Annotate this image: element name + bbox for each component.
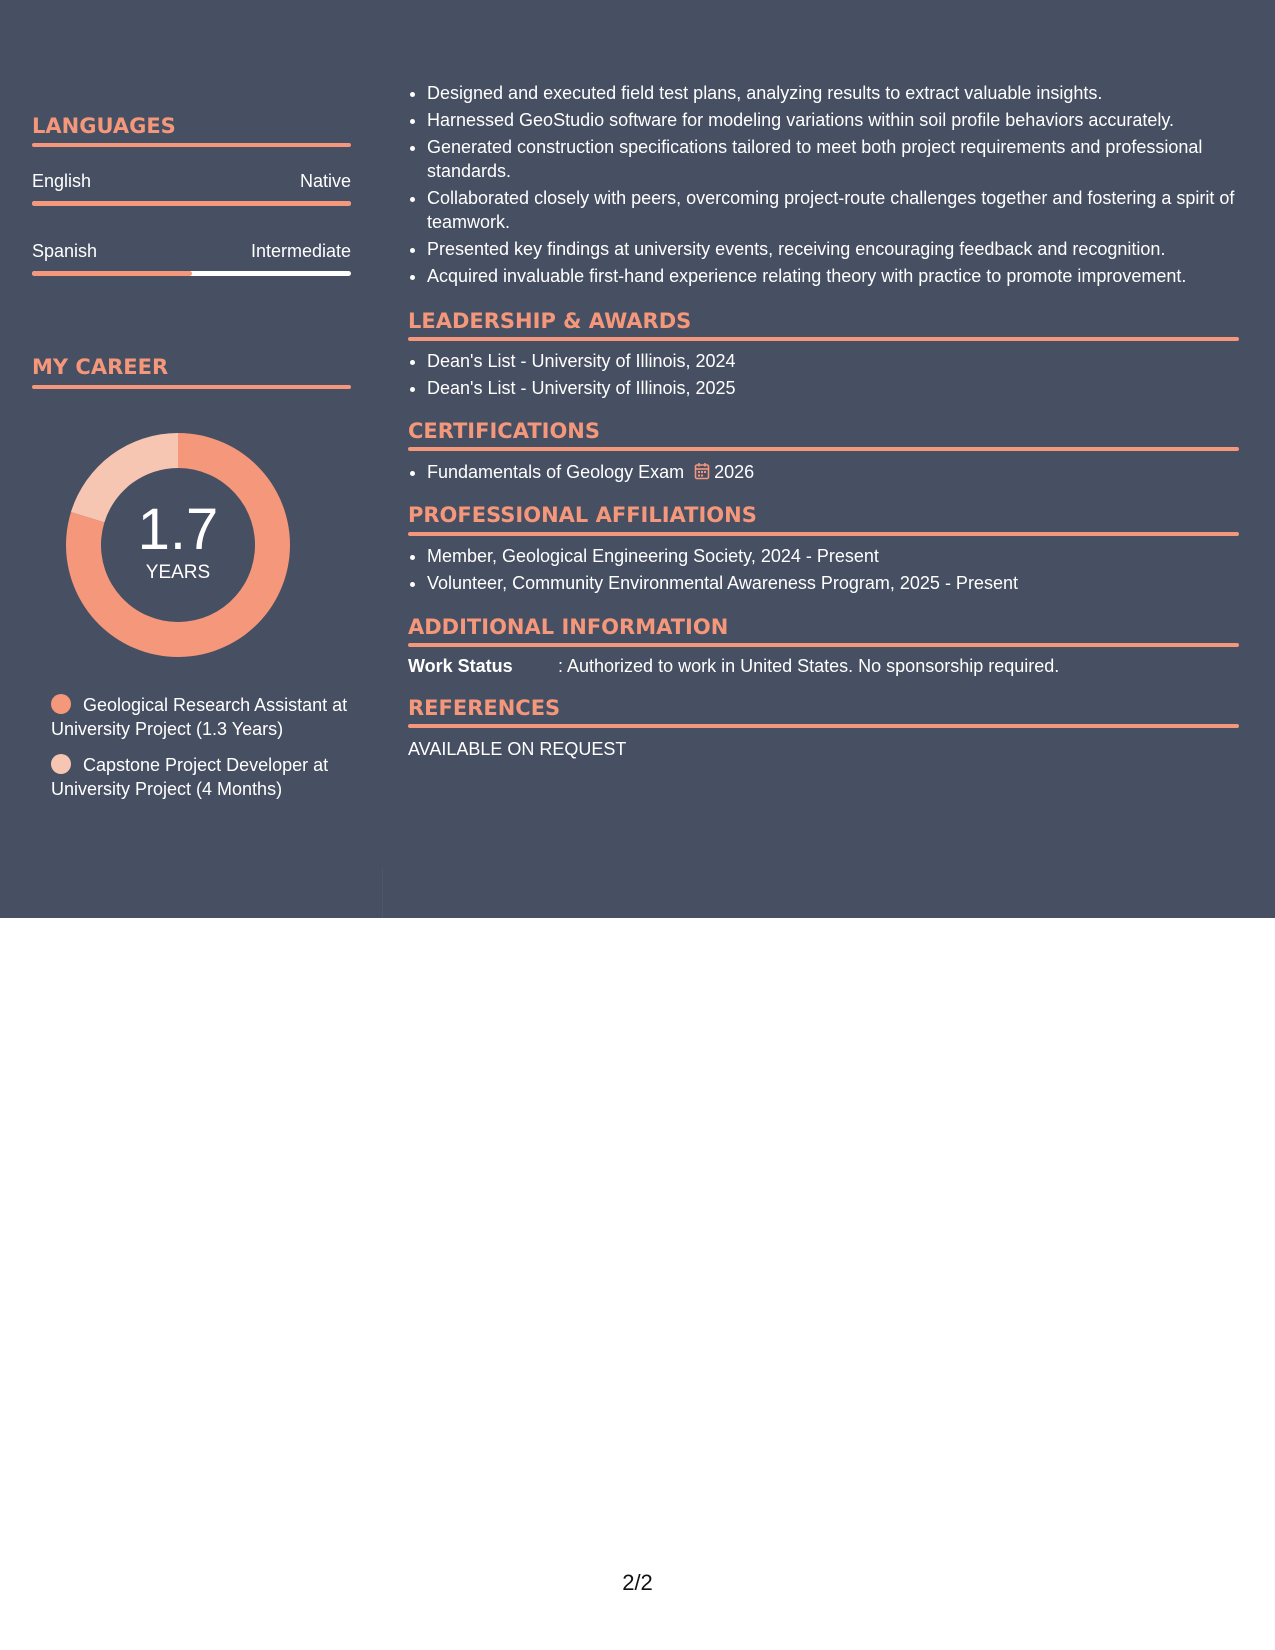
certifications-block: [408, 460, 1239, 489]
certifications-rule: [408, 447, 1239, 451]
certification-year: 2026: [714, 462, 755, 482]
list-item: • Acquired invaluable first-hand experience relating theory with practice to promote improvement.: [427, 264, 1239, 288]
additional-title: ADDITIONAL INFORMATION: [408, 615, 729, 639]
career-rule: [32, 385, 351, 389]
list-item: • Presented key findings at university events, receiving encouraging feedback and recognition.: [427, 237, 1239, 261]
language-name: English: [32, 171, 92, 191]
experience-list: [408, 81, 1239, 288]
list-item: • Harnessed GeoStudio software for modeling variations within soil profile behaviors accurately.: [427, 108, 1239, 132]
legend-label: Geological Research Assistant at University Project (1.3 Years): [51, 695, 348, 739]
work-status-value: : Authorized to work in United States. No sponsorship required.: [558, 656, 1060, 676]
additional-rule: [408, 643, 1239, 647]
list-item: • Generated construction specifications tailored to meet both project requirements and professional standards.: [427, 135, 1239, 183]
affiliations-list: [408, 544, 1239, 595]
language-bar: [32, 271, 351, 276]
list-item: • Collaborated closely with peers, overcoming project-route challenges together and fostering a spirit of teamwork.: [427, 186, 1239, 234]
career-donut-center: [66, 433, 290, 657]
career-legend: [51, 693, 351, 813]
certifications-list: [408, 460, 1239, 486]
legend-dot-icon: [51, 754, 71, 774]
language-bar: [32, 201, 351, 206]
language-row: [32, 170, 351, 192]
leadership-block: [408, 349, 1239, 403]
list-item: • Dean's List - University of Illinois, 2025: [427, 376, 1239, 400]
references-rule: [408, 724, 1239, 728]
languages-rule: [32, 143, 351, 147]
column-divider: [382, 868, 383, 918]
legend-item: [51, 693, 351, 741]
leadership-title: LEADERSHIP & AWARDS: [408, 309, 692, 333]
language-bar-fill: [32, 271, 192, 276]
experience-bullets: [408, 81, 1239, 291]
legend-label: Capstone Project Developer at University Project (4 Months): [51, 755, 329, 799]
page-number: 2/2: [622, 1570, 653, 1595]
certifications-title: CERTIFICATIONS: [408, 419, 601, 443]
career-total-unit: YEARS: [145, 562, 211, 583]
work-status-row: [408, 654, 1239, 678]
language-level: Native: [299, 171, 351, 191]
language-level: Intermediate: [250, 241, 351, 261]
career-title: MY CAREER: [32, 355, 169, 379]
list-item: • Designed and executed field test plans, analyzing results to extract valuable insights.: [427, 81, 1239, 105]
legend-dot-icon: [51, 694, 71, 714]
list-item: • Volunteer, Community Environmental Awareness Program, 2025 - Present: [427, 571, 1239, 595]
legend-item: [51, 753, 351, 801]
language-bar-fill: [32, 201, 351, 206]
language-name: Spanish: [32, 241, 98, 261]
certification-name: Fundamentals of Geology Exam: [427, 462, 685, 482]
leadership-rule: [408, 337, 1239, 341]
references-title: REFERENCES: [408, 696, 561, 720]
career-donut-chart: [66, 433, 290, 657]
language-row: [32, 240, 351, 262]
calendar-icon: [694, 462, 710, 486]
work-status: [408, 654, 1239, 678]
list-item: • Member, Geological Engineering Society, 2024 - Present: [427, 544, 1239, 568]
list-item: • Dean's List - University of Illinois, 2024: [427, 349, 1239, 373]
affiliations-block: [408, 544, 1239, 598]
affiliations-title: PROFESSIONAL AFFILIATIONS: [408, 503, 757, 527]
list-item: [427, 460, 1239, 486]
languages-title: LANGUAGES: [32, 114, 176, 138]
affiliations-rule: [408, 532, 1239, 536]
references-text: AVAILABLE ON REQUEST: [408, 739, 627, 759]
leadership-list: [408, 349, 1239, 400]
career-total-value: 1.7: [137, 497, 219, 562]
work-status-label: Work Status: [408, 656, 513, 676]
